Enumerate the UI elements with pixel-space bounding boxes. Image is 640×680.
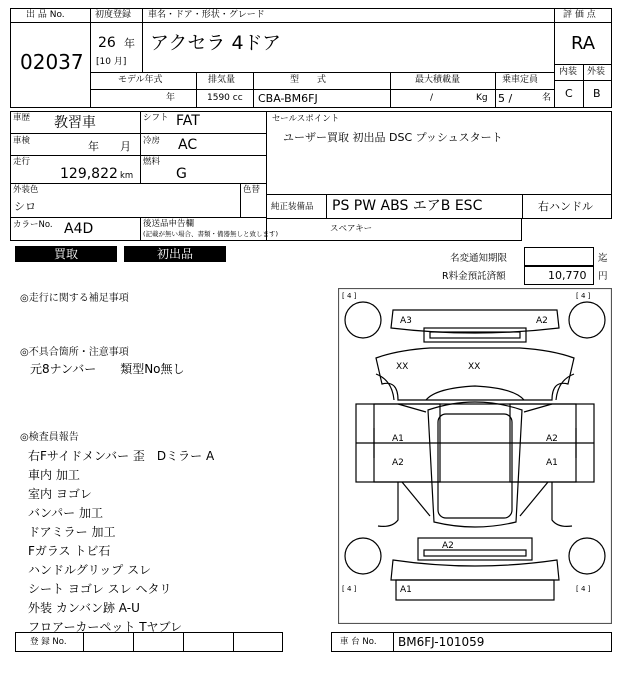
capacity-value: 5 /	[498, 92, 513, 105]
color-label: 外装色	[13, 185, 39, 195]
tire-front-left	[345, 302, 381, 338]
model-year-unit: 年	[166, 93, 176, 103]
mark-trunk: A2	[442, 541, 454, 551]
badge-kaitori: 買取	[15, 246, 117, 262]
displacement-label: 排気量	[208, 75, 236, 85]
max-load-label: 最大積載量	[415, 75, 461, 85]
mark-left-rear-door: A2	[392, 458, 404, 468]
defect-notes-label: ◎不具合箇所・注意事項	[20, 347, 129, 358]
first-reg-year: 26	[98, 35, 116, 51]
steering-value: 右ハンドル	[538, 200, 593, 213]
mark-front-bumper-right: A2	[536, 316, 548, 326]
transfer-deadline-box	[524, 247, 594, 266]
sales-point-label: セールスポイント	[272, 114, 340, 124]
tire-rear-right	[569, 538, 605, 574]
max-load-slash: /	[430, 93, 434, 103]
inspector-line: フロアーカーペット Tヤブレ	[28, 620, 183, 634]
tire-rear-left	[345, 538, 381, 574]
inspection-month: 月	[120, 140, 131, 153]
equipment-value: PS PW ABS エアB ESC	[332, 198, 483, 214]
mileage-value: 129,822	[60, 166, 118, 182]
fuel-value: G	[176, 166, 187, 182]
inspection-year: 年	[88, 140, 99, 153]
tire-label-br: [ 4 ]	[576, 585, 591, 593]
first-reg-year-unit: 年	[124, 37, 135, 50]
exterior-label: 外装	[587, 67, 606, 77]
car-name: アクセラ 4ドア	[150, 32, 281, 54]
ac-label: 冷房	[143, 136, 161, 146]
capacity-unit: 名	[542, 93, 552, 103]
history-label: 車歴	[13, 113, 31, 123]
evaluation-score: RA	[571, 33, 596, 54]
defect-line: 元8ナンバー 類型No無し	[30, 362, 185, 376]
car-damage-diagram	[338, 288, 612, 624]
transfer-deadline-unit: 迄	[598, 253, 608, 264]
inspector-line: 室内 ヨゴレ	[28, 487, 92, 501]
tire-label-bl: [ 4 ]	[342, 585, 357, 593]
sales-point-text: ユーザー買取 初出品 DSC プッシュスタート	[283, 131, 503, 144]
inspector-line: ハンドルグリップ スレ	[28, 563, 152, 577]
lot-number: 02037	[20, 50, 84, 74]
tire-front-right	[569, 302, 605, 338]
transfer-deadline-label: 名変通知期限	[450, 253, 508, 264]
inspector-line: 外装 カンバン跡 A-U	[28, 601, 140, 615]
aftermarket-value: スペアキー	[330, 224, 373, 234]
aftermarket-label: 後送品申告欄	[143, 219, 195, 229]
mark-right-rear-door: A1	[546, 458, 558, 468]
mark-left-front-door: A1	[392, 434, 404, 444]
model-year-label: モデル年式	[118, 75, 163, 85]
interior-label: 内装	[559, 67, 578, 77]
shift-value: FAT	[176, 113, 200, 129]
fuel-label: 燃料	[143, 157, 161, 167]
chassis-number: BM6FJ-101059	[398, 635, 485, 649]
equipment-label: 純正装備品	[271, 202, 314, 212]
tire-label-tl: [ 4 ]	[342, 292, 357, 300]
chassis-number-label: 車 台 No.	[340, 637, 377, 647]
rear-bumper-outline	[391, 560, 559, 580]
aftermarket-note: (記載が無い場合、書類・備器無しと致します)	[143, 230, 279, 238]
type-value: CBA-BM6FJ	[258, 92, 318, 105]
displacement-value: 1590 cc	[207, 93, 243, 103]
recycle-fee-value: 10,770	[548, 269, 587, 282]
first-reg-label: 初度登録	[95, 10, 132, 20]
type-label: 型 式	[290, 75, 327, 85]
inspector-line: シート ヨゴレ スレ ヘタリ	[28, 582, 172, 596]
capacity-label: 乗車定員	[502, 75, 539, 85]
driving-notes-label: ◎走行に関する補足事項	[20, 293, 129, 304]
recycle-fee-label: R料金預託済額	[442, 271, 506, 282]
shift-label: シフト	[143, 113, 169, 123]
inspector-line: 右Fサイドメンバー 歪 Dミラー A	[28, 449, 215, 463]
mark-rear-bumper-left: A1	[400, 585, 412, 595]
inspection-label: 車検	[13, 136, 31, 146]
mileage-label: 走行	[13, 157, 31, 167]
evaluation-label: 評 価 点	[563, 10, 596, 20]
lot-number-label: 出 品 No.	[26, 10, 65, 20]
color-value: シロ	[14, 200, 36, 213]
history-value: 教習車	[54, 115, 96, 131]
mileage-unit: km	[120, 171, 134, 181]
aftermarket-value-box	[266, 218, 522, 241]
repaint-label: 色替	[243, 185, 261, 195]
mark-right-front-door: A2	[546, 434, 558, 444]
inspector-line: バンパー 加工	[28, 506, 103, 520]
tire-label-tr: [ 4 ]	[576, 292, 591, 300]
inspector-report-label: ◎検査員報告	[20, 432, 79, 443]
color-no-value: A4D	[64, 221, 94, 237]
car-name-label: 車名・ドア・形状・グレード	[148, 10, 265, 20]
registration-number-label: 登 録 No.	[30, 637, 67, 647]
ac-value: AC	[178, 137, 198, 153]
first-reg-month: [10 月]	[96, 57, 127, 67]
exterior-grade: B	[593, 87, 601, 100]
inspector-report-list	[28, 447, 214, 637]
interior-grade: C	[565, 87, 573, 100]
mark-fender-front-left: XX	[396, 362, 409, 372]
badge-first-listing: 初出品	[124, 246, 226, 262]
inspector-line: ドアミラー 加工	[28, 525, 116, 539]
color-no-label: カラーNo.	[13, 220, 53, 230]
inspector-line: 車内 加工	[28, 468, 80, 482]
front-bumper-outline	[391, 310, 559, 333]
inspector-line: Fガラス トビ石	[28, 544, 111, 558]
mark-hood: XX	[468, 362, 481, 372]
max-load-unit: Kg	[476, 93, 488, 103]
recycle-fee-unit: 円	[598, 271, 608, 282]
mark-front-bumper-left: A3	[400, 316, 412, 326]
